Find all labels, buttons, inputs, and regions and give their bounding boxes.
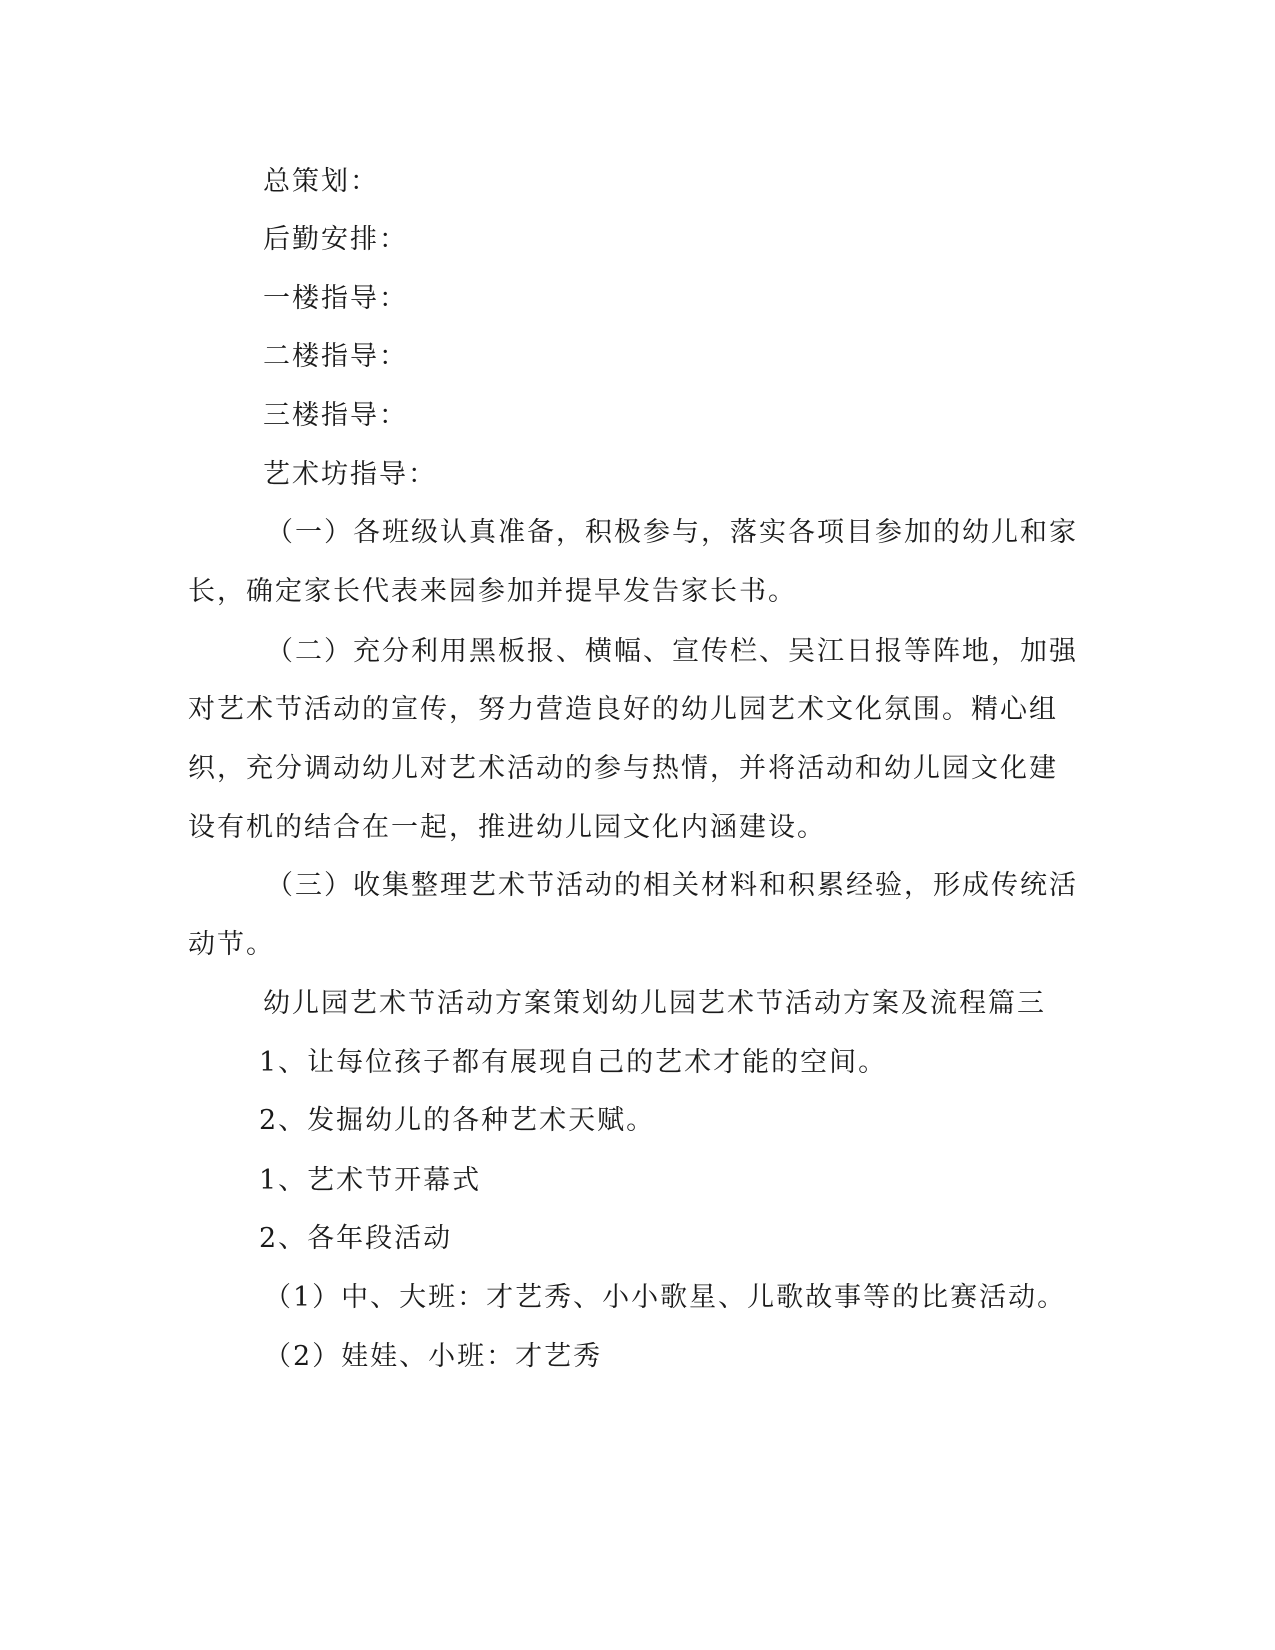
paragraph-1-line-1: （一）各班级认真准备，积极参与，落实各项目参加的幼儿和家: [266, 517, 1078, 548]
paragraph-2-line-1: （二）充分利用黑板报、横幅、宣传栏、吴江日报等阵地，加强: [266, 636, 1078, 667]
paragraph-3-line-2: 动节。: [188, 929, 275, 960]
logistics-label: 后勤安排：: [263, 224, 408, 255]
activity-item: 1、艺术节开幕式: [259, 1165, 482, 1196]
paragraph-2-line-4: 设有机的结合在一起，推进幼儿园文化内涵建设。: [188, 812, 826, 843]
sub-activity-item: （1）中、大班：才艺秀、小小歌星、儿歌故事等的比赛活动。: [264, 1282, 1067, 1313]
paragraph-2-line-2: 对艺术节活动的宣传，努力营造良好的幼儿园艺术文化氛围。精心组: [188, 694, 1058, 725]
paragraph-1-line-2: 长，确定家长代表来园参加并提早发告家长书。: [188, 576, 797, 607]
section-title: 幼儿园艺术节活动方案策划幼儿园艺术节活动方案及流程篇三: [263, 988, 1046, 1019]
floor1-guide-label: 一楼指导：: [263, 283, 408, 314]
paragraph-3-line-1: （三）收集整理艺术节活动的相关材料和积累经验，形成传统活: [266, 870, 1078, 901]
goal-item: 2、发掘幼儿的各种艺术天赋。: [259, 1105, 656, 1136]
art-workshop-guide-label: 艺术坊指导：: [263, 459, 437, 490]
activity-item: 2、各年段活动: [259, 1223, 453, 1254]
goal-item: 1、让每位孩子都有展现自己的艺术才能的空间。: [259, 1047, 888, 1078]
floor3-guide-label: 三楼指导：: [263, 400, 408, 431]
sub-activity-item: （2）娃娃、小班：才艺秀: [264, 1341, 603, 1372]
paragraph-2-line-3: 织，充分调动幼儿对艺术活动的参与热情，并将活动和幼儿园文化建: [188, 753, 1058, 784]
floor2-guide-label: 二楼指导：: [263, 341, 408, 372]
general-planning-label: 总策划：: [263, 166, 379, 197]
